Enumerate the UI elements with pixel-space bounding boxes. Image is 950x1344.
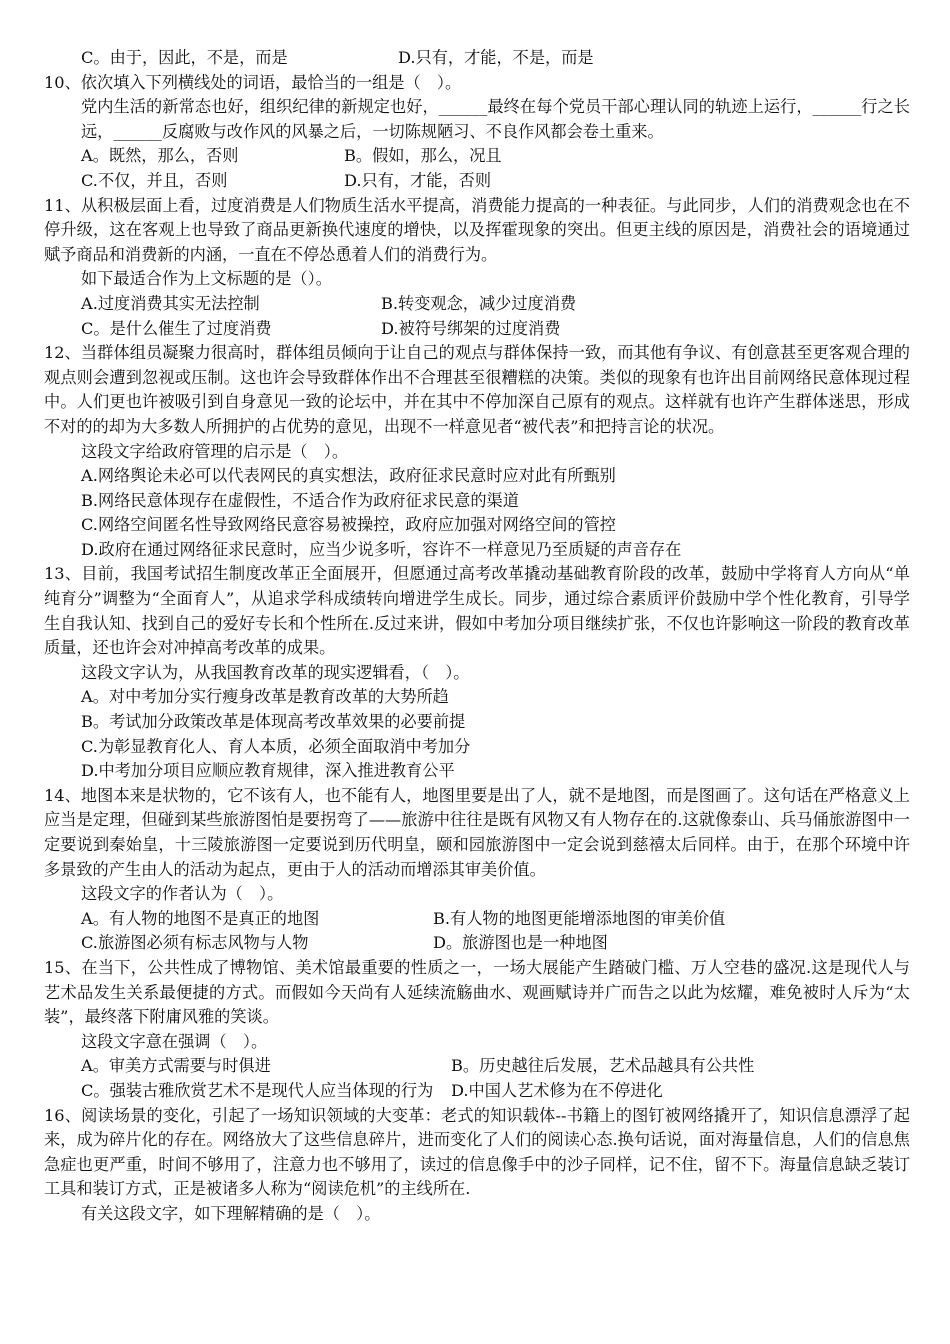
q10-option-d: D.只有，才能，否则 [344, 170, 492, 190]
q15-stem: 15、在当下，公共性成了博物馆、美术馆最重要的性质之一，一场大展能产生踏破门槛、万人空巷的盛况.这是现代人与艺术品发生关系最便捷的方式。而假如今天尚有人延续流觞曲水、观画赋诗并广而告之以此为炫耀，难免被时人斥为“太装”，最终落下附庸风雅的笑谈。 [44, 957, 910, 1027]
q10-option-c: C.不仅，并且，否则 [81, 170, 228, 190]
q10-option-a: A。既然，那么，否则 [81, 146, 239, 166]
q10-options-row2 [44, 169, 910, 194]
q16-prompt: 有关这段文字，如下理解精确的是（ ）。 [81, 1203, 381, 1223]
q14-prompt: 这段文字的作者认为（ ）。 [81, 884, 284, 904]
q12-option-c: C.网络空间匿名性导致网络民意容易被操控，政府应加强对网络空间的管控 [81, 515, 616, 535]
q14-options-row2 [44, 931, 910, 956]
q11-option-d: D.被符号绑架的过度消费 [381, 318, 561, 338]
q15-options-row1 [44, 1054, 910, 1079]
q11-stem: 11、从积极层面上看，过度消费是人们物质生活水平提高，消费能力提高的一种表征。与此同步，人们的消费观念也在不停升级，这在客观上也导致了商品更新换代速度的增快，以及挥霍现象的突出。但更主线的原因是，消费社会的语境通过赋予商品和消费新的内涵，一直在不停怂恿着人们的消费行为。 [44, 195, 910, 264]
q13-option-c: C.为彰显教育化人、育人本质，必须全面取消中考加分 [81, 736, 471, 756]
q11-option-b: B.转变观念，减少过度消费 [381, 293, 577, 313]
q10-option-b: B。假如，那么，况且 [344, 146, 502, 166]
q13-option-b: B。考试加分政策改革是体现高考改革效果的必要前提 [81, 712, 466, 732]
q14-option-c: C.旅游图必须有标志风物与人物 [81, 933, 309, 953]
q9-option-d: D.只有，才能，不是，而是 [398, 48, 594, 67]
q11-option-a: A.过度消费其实无法控制 [81, 293, 260, 313]
q15-options-row2 [44, 1079, 910, 1104]
q12-option-b: B.网络民意体现存在虚假性，不适合作为政府征求民意的渠道 [81, 490, 519, 510]
q12-option-d: D.政府在通过网络征求民意时，应当少说多听，容许不一样意见乃至质疑的声音存在 [81, 539, 682, 559]
q13-stem: 13、目前，我国考试招生制度改革正全面展开，但愿通过高考改革撬动基础教育阶段的改革，鼓励中学将育人方向从“单纯育分”调整为“全面育人”，从追求学科成绩转向增进学生成长。同步，通过综合素质评价鼓励中学个性化教育，引导学生自我认知、找到自己的爱好专长和个性所在.反过来讲，假如中考加分项目继续扩张，不仅也许影响这一阶段的教育改革质量，还也许会对冲掉高考改革的成果。 [44, 564, 910, 658]
q16-stem: 16、阅读场景的变化，引起了一场知识领域的大变革：老式的知识载体--书籍上的图钉被网络撬开了，知识信息漂浮了起来，成为碎片化的存在。网络放大了这些信息碎片，进而变化了人们的阅读心态.换句话说，面对海量信息，人们的信息焦急症也更严重，时间不够用了，注意力也不够用了，读过的信息像手中的沙子同样，记不住，留不下。海量信息缺乏装订工具和装订方式，正是被诸多人称为“阅读危机”的主线所在. [44, 1105, 910, 1199]
q15-option-c: C。强装古雅欣赏艺术不是现代人应当体现的行为 [81, 1080, 434, 1100]
q11-prompt: 如下最适合作为上文标题的是（）。 [81, 269, 332, 289]
q14-options-row1 [44, 907, 910, 932]
q10-passage: 党内生活的新常态也好，组织纪律的新规定也好，______最终在每个党员干部心理认同的轨迹上运行，______行之长远，______反腐败与改作风的风暴之后，一切陈规陋习、不良作风都会卷土重来。 [81, 97, 910, 141]
q14-option-b: B.有人物的地图更能增添地图的审美价值 [433, 908, 726, 928]
q13-option-a: A。对中考加分实行瘦身改革是教育改革的大势所趋 [81, 687, 449, 707]
q15-option-b: B。历史越往后发展，艺术品越具有公共性 [451, 1056, 755, 1076]
q14-option-d: D。旅游图也是一种地图 [433, 933, 608, 953]
q13-option-d: D.中考加分项目应顺应教育规律，深入推进教育公平 [81, 761, 455, 781]
q12-prompt: 这段文字给政府管理的启示是（ ）。 [81, 441, 349, 461]
q12-option-a: A.网络舆论未必可以代表网民的真实想法，政府征求民意时应对此有所甄别 [81, 466, 616, 486]
q14-option-a: A。有人物的地图不是真正的地图 [81, 908, 320, 928]
q15-option-d: D.中国人艺术修为在不停进化 [451, 1080, 663, 1100]
q14-stem: 14、地图本来是状物的，它不该有人，也不能有人，地图里要是出了人，就不是地图，而是图画了。这句话在严格意义上应当是定理，但碰到某些旅游图怕是要拐弯了——旅游中往往是既有风物又有人物存在的.这就像泰山、兵马俑旅游图中一定要说到秦始皇，十三陵旅游图一定要说到历代明皇，颐和园旅游图中一定会说到慈禧太后同样。由于，在那个环境中许多景致的产生由人的活动为起点，更由于人的活动而增添其审美价值。 [44, 785, 910, 879]
q10-options-row1 [44, 144, 910, 169]
q12-stem: 12、当群体组员凝聚力很高时，群体组员倾向于让自己的观点与群体保持一致，而其他有争议、有创意甚至更客观合理的观点则会遭到忽视或压制。这也许会导致群体作出不合理甚至很糟糕的决策。类似的现象有也许出目前网络民意体现过程中。人们更也许被吸引到自身意见一致的论坛中，并在其中不停加深自己原有的观点。这样就有也许产生群体迷思，形成不对的的却为大多数人所拥护的占优势的意见，出现不一样意见者“被代表”和把持言论的状况。 [44, 343, 910, 436]
q15-prompt: 这段文字意在强调（ ）。 [81, 1031, 268, 1051]
q11-options-row1 [44, 292, 910, 317]
q11-option-c: C。是什么催生了过度消费 [81, 318, 272, 338]
q9-option-c: C。由于，因此，不是，而是 [81, 48, 288, 67]
q11-options-row2 [44, 317, 910, 342]
q13-prompt: 这段文字认为，从我国教育改革的现实逻辑看，（ ）。 [81, 662, 470, 682]
q9-options [44, 46, 910, 71]
q10-stem: 10、依次填入下列横线处的词语，最恰当的一组是（ ）。 [44, 72, 462, 92]
q15-option-a: A。审美方式需要与时俱进 [81, 1056, 271, 1076]
